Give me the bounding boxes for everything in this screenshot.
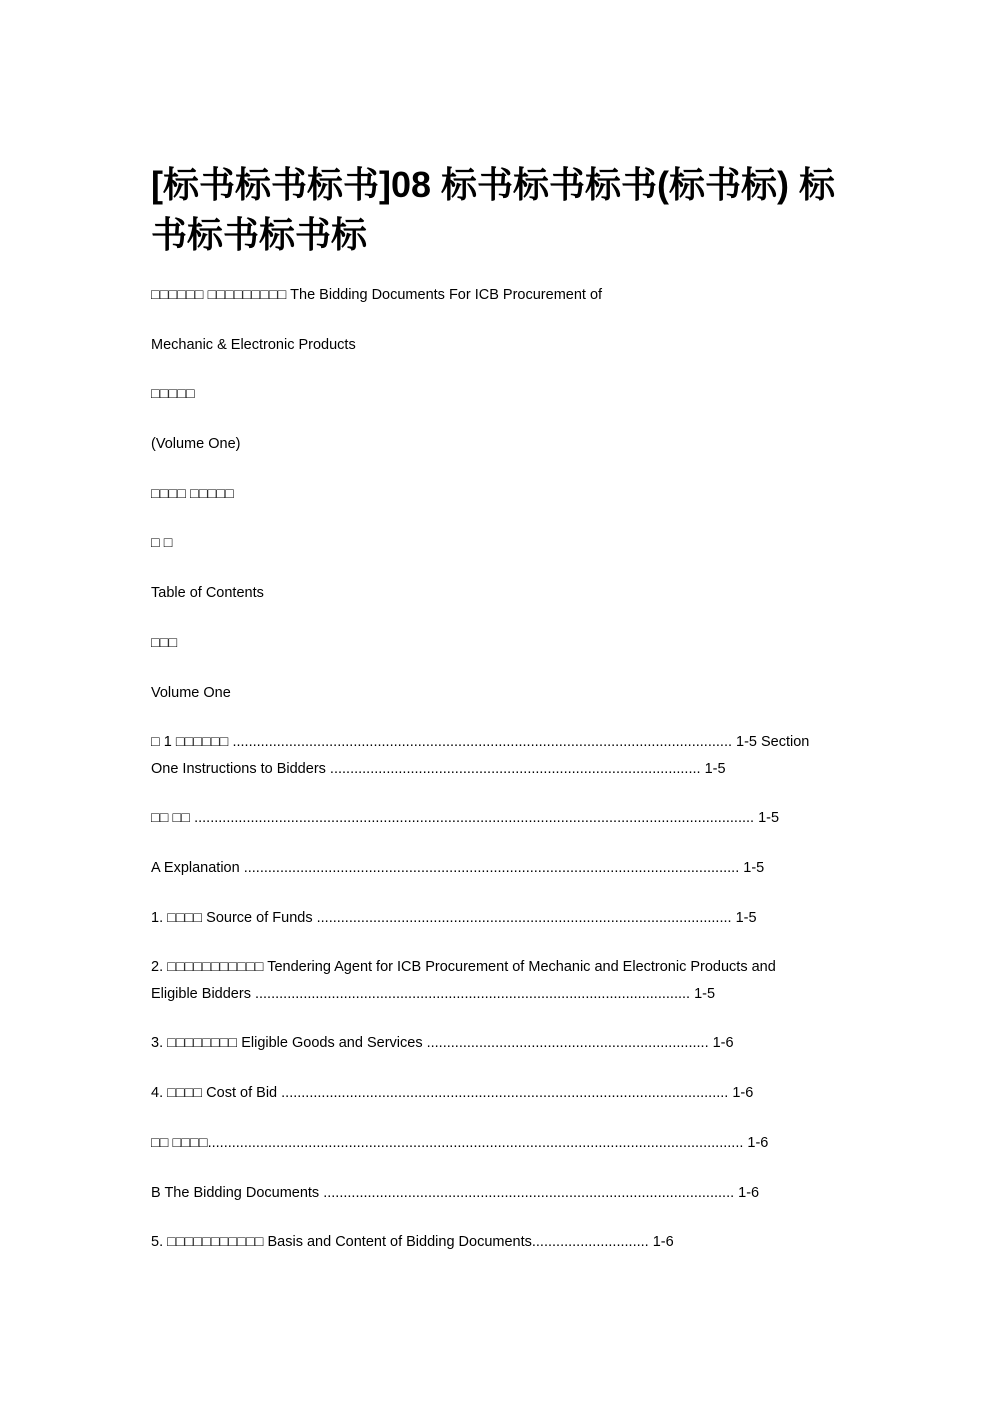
toc-entry: B The Bidding Documents ...................................................................................................... 1-6 [151, 1185, 760, 1201]
toc-entry: □□ □□ ........................................................................................................................................... 1-5 [151, 810, 780, 826]
toc-entry: 1. □□□□ Source of Funds ....................................................................................................... 1-5 [151, 910, 757, 926]
toc-entry: 2. □□□□□□□□□□□ Tendering Agent for ICB Procurement of Mechanic and Electronic Products and [151, 959, 776, 975]
toc-entry: A Explanation ........................................................................................................................... 1-5 [151, 860, 765, 876]
volume-one-en: Volume One [151, 685, 231, 701]
toc-entry-continued: One Instructions to Bidders ............................................................................................ 1-5 [151, 761, 726, 777]
subtitle-line-2: Mechanic & Electronic Products [151, 337, 356, 353]
toc-entry: □□ □□□□..................................................................................................................................... 1-6 [151, 1135, 769, 1151]
section-heading-cn: □□□□ □□□□□ [151, 486, 234, 502]
document-title: [标书标书标书]08 标书标书标书(标书标) 标书标书标书标 [151, 164, 836, 255]
volume-label-en: (Volume One) [151, 436, 241, 452]
toc-entry: □ 1 □□□□□□ ............................................................................................................................ 1-5 Section [151, 734, 810, 750]
toc-entry: 3. □□□□□□□□ Eligible Goods and Services ...................................................................... 1-6 [151, 1035, 734, 1051]
subtitle-line-1: □□□□□□ □□□□□□□□□ The Bidding Documents For ICB Procurement of [151, 287, 603, 303]
toc-entry: 5. □□□□□□□□□□□ Basis and Content of Bidding Documents............................. 1-6 [151, 1234, 674, 1250]
toc-entry: 4. □□□□ Cost of Bid ............................................................................................................... 1-6 [151, 1085, 754, 1101]
volume-label-cn: □□□□□ [151, 386, 195, 402]
toc-heading-en: Table of Contents [151, 585, 264, 601]
toc-entry-continued: Eligible Bidders ............................................................................................................ 1-5 [151, 986, 716, 1002]
volume-one-cn: □□□ [151, 635, 178, 651]
toc-heading-cn: □ □ [151, 535, 173, 551]
